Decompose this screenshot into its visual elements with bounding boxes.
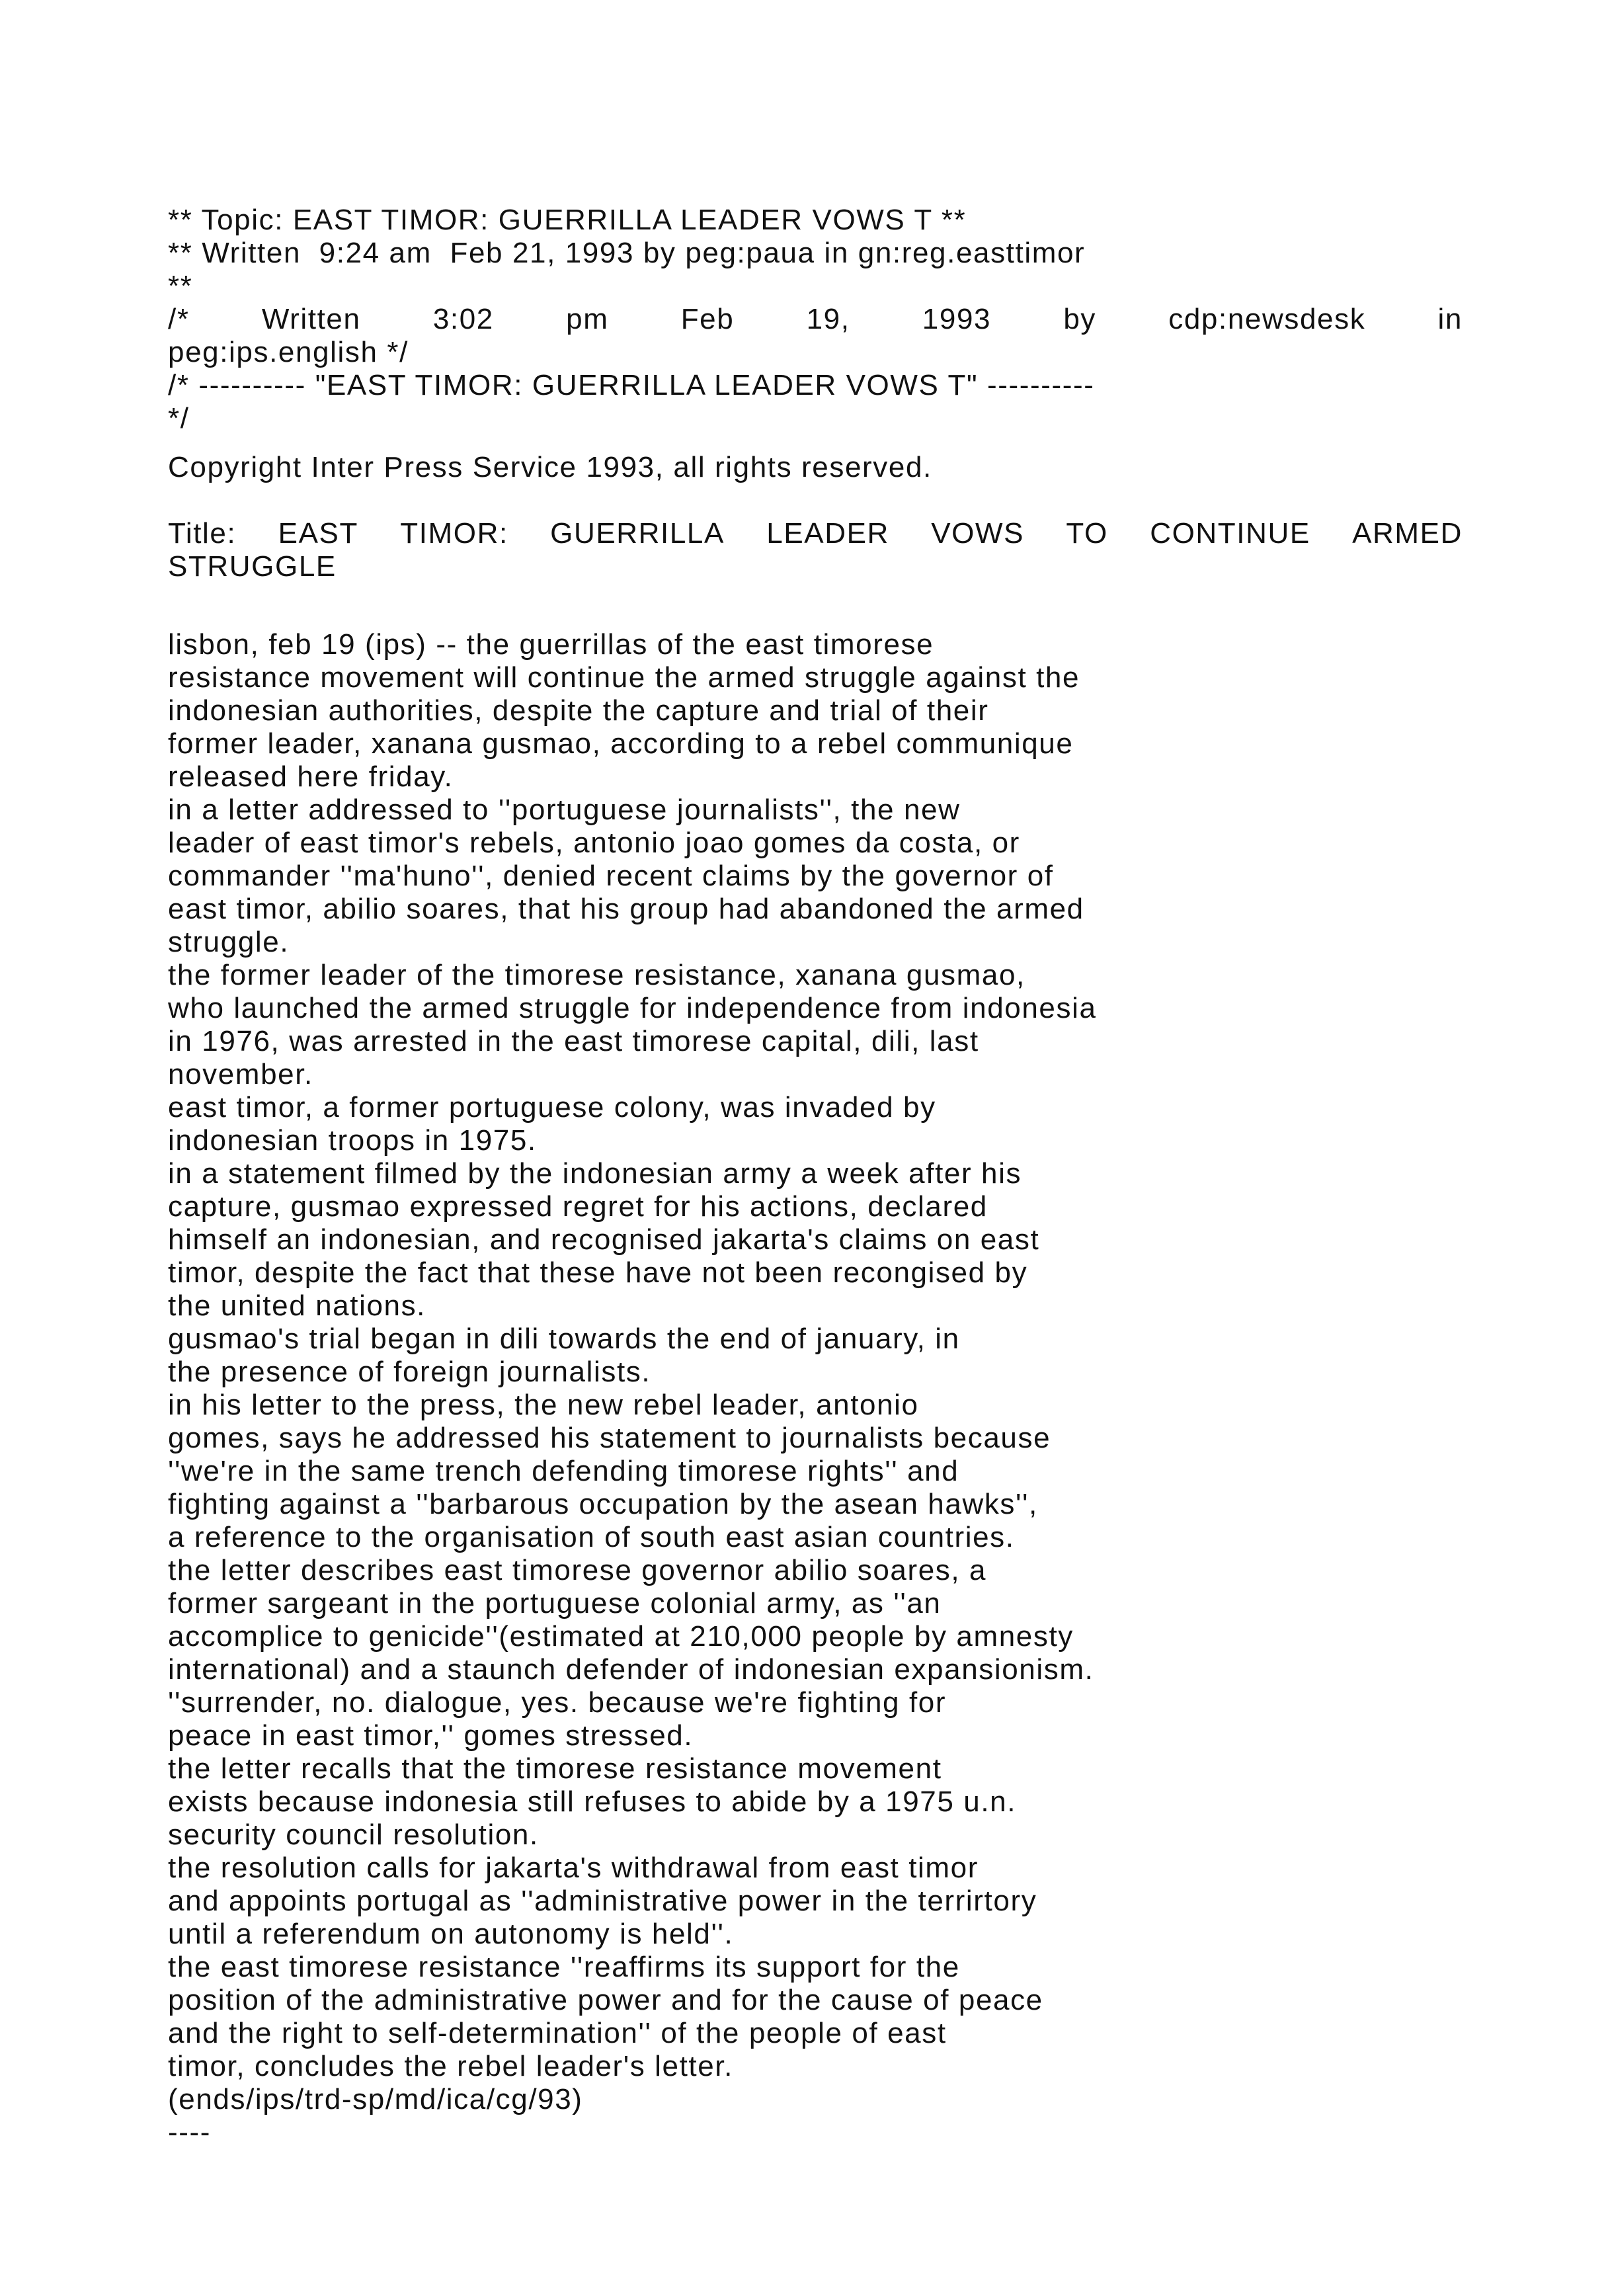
source-word: by <box>1063 303 1097 335</box>
body-line: commander ''ma'huno'', denied recent claims by the governor of <box>168 860 1054 892</box>
title-line <box>168 517 1463 550</box>
title-word: VOWS <box>931 517 1025 550</box>
body-line: gomes, says he addressed his statement to journalists because <box>168 1422 1051 1454</box>
source-word: 19, <box>806 303 850 335</box>
title-word: TO <box>1066 517 1108 550</box>
body-line: peace in east timor,'' gomes stressed. <box>168 1719 694 1752</box>
body-line: in a letter addressed to ''portuguese journalists'', the new <box>168 794 961 826</box>
end-marker: (ends/ips/trd-sp/md/ica/cg/93) <box>168 2083 583 2115</box>
body-line: ''we're in the same trench defending timorese rights'' and <box>168 1455 959 1487</box>
source-word: 1993 <box>922 303 992 335</box>
article-body <box>168 628 1463 2149</box>
body-line: fighting against a ''barbarous occupation by the asean hawks'', <box>168 1488 1038 1520</box>
body-line: capture, gusmao expressed regret for his actions, declared <box>168 1190 988 1223</box>
written-line-continuation: ** <box>168 270 193 302</box>
body-line: ''surrender, no. dialogue, yes. because we're fighting for <box>168 1686 947 1719</box>
divider-line-continuation: */ <box>168 402 190 434</box>
source-word: in <box>1437 303 1463 335</box>
body-line: in 1976, was arrested in the east timorese capital, dili, last <box>168 1025 979 1057</box>
body-line: resistance movement will continue the armed struggle against the <box>168 661 1080 694</box>
body-line: international) and a staunch defender of indonesian expansionism. <box>168 1653 1094 1686</box>
source-line <box>168 303 1463 336</box>
body-line: east timor, a former portuguese colony, was invaded by <box>168 1091 936 1124</box>
body-line: november. <box>168 1058 313 1090</box>
body-line: lisbon, feb 19 (ips) -- the guerrillas of the east timorese <box>168 628 934 661</box>
title-word: LEADER <box>766 517 889 550</box>
body-line: east timor, abilio soares, that his group had abandoned the armed <box>168 893 1084 925</box>
title-word: CONTINUE <box>1150 517 1310 550</box>
source-word: pm <box>566 303 609 335</box>
body-line: the former leader of the timorese resistance, xanana gusmao, <box>168 959 1025 991</box>
written-line: ** Written 9:24 am Feb 21, 1993 by peg:paua in gn:reg.easttimor <box>168 237 1086 269</box>
message-header <box>168 204 1463 484</box>
body-line: exists because indonesia still refuses to abide by a 1975 u.n. <box>168 1785 1017 1818</box>
source-word: /* <box>168 303 190 335</box>
body-line: indonesian troops in 1975. <box>168 1124 537 1157</box>
body-line: released here friday. <box>168 760 454 793</box>
body-line: timor, despite the fact that these have not been recongised by <box>168 1256 1028 1289</box>
source-line-continuation: peg:ips.english */ <box>168 336 409 368</box>
title-continuation: STRUGGLE <box>168 550 337 583</box>
title-word: EAST <box>278 517 358 550</box>
source-word: Feb <box>680 303 735 335</box>
body-line: the united nations. <box>168 1290 426 1322</box>
body-line: position of the administrative power and for the cause of peace <box>168 1984 1043 2016</box>
source-word: 3:02 <box>432 303 494 335</box>
body-line: a reference to the organisation of south east asian countries. <box>168 1521 1015 1553</box>
body-line: the letter describes east timorese governor abilio soares, a <box>168 1554 987 1586</box>
topic-line: ** Topic: EAST TIMOR: GUERRILLA LEADER VOWS T ** <box>168 204 967 236</box>
body-line: in his letter to the press, the new rebel leader, antonio <box>168 1389 919 1421</box>
body-line: leader of east timor's rebels, antonio joao gomes da costa, or <box>168 827 1020 859</box>
body-line: struggle. <box>168 926 290 958</box>
body-line: gusmao's trial began in dili towards the end of january, in <box>168 1323 960 1355</box>
title-word: GUERRILLA <box>550 517 725 550</box>
body-line: former sargeant in the portuguese colonial army, as ''an <box>168 1587 942 1620</box>
copyright-line: Copyright Inter Press Service 1993, all rights reserved. <box>168 451 932 483</box>
title-word: Title: <box>168 517 237 550</box>
body-line: himself an indonesian, and recognised jakarta's claims on east <box>168 1223 1040 1256</box>
source-word: Written <box>261 303 361 335</box>
body-line: and appoints portugal as ''administrative power in the terrirtory <box>168 1885 1037 1917</box>
body-line: the presence of foreign journalists. <box>168 1356 651 1388</box>
news-document <box>168 204 1463 2149</box>
body-line: former leader, xanana gusmao, according to a rebel communique <box>168 727 1074 760</box>
title-word: ARMED <box>1352 517 1463 550</box>
body-line: accomplice to genicide''(estimated at 210,000 people by amnesty <box>168 1620 1074 1653</box>
body-line: and the right to self-determination'' of the people of east <box>168 2017 947 2049</box>
body-line: until a referendum on autonomy is held''. <box>168 1918 734 1950</box>
body-line: the resolution calls for jakarta's withdrawal from east timor <box>168 1852 979 1884</box>
body-line: the east timorese resistance ''reaffirms its support for the <box>168 1951 960 1983</box>
body-line: the letter recalls that the timorese resistance movement <box>168 1752 942 1785</box>
title-word: TIMOR: <box>400 517 508 550</box>
body-line: timor, concludes the rebel leader's letter. <box>168 2050 733 2082</box>
end-rule: ---- <box>168 2116 212 2149</box>
body-line: indonesian authorities, despite the capture and trial of their <box>168 694 989 727</box>
article-title <box>168 517 1463 583</box>
body-line: in a statement filmed by the indonesian army a week after his <box>168 1157 1022 1190</box>
source-word: cdp:newsdesk <box>1168 303 1366 335</box>
body-line: who launched the armed struggle for independence from indonesia <box>168 992 1097 1024</box>
body-line: security council resolution. <box>168 1819 539 1851</box>
divider-line: /* ---------- "EAST TIMOR: GUERRILLA LEADER VOWS T" ---------- <box>168 369 1095 401</box>
